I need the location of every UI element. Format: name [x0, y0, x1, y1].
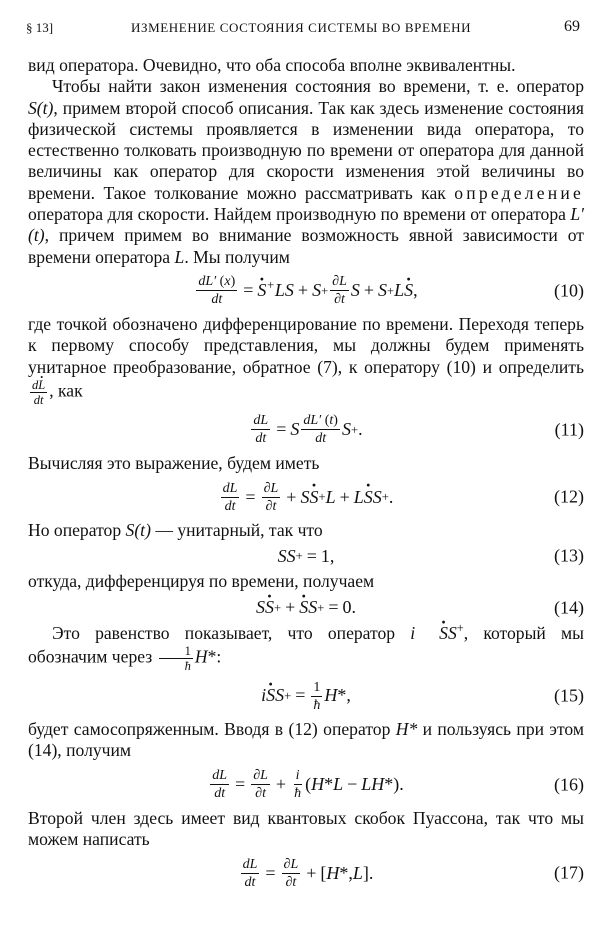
equation-number: (13) [554, 545, 584, 566]
page-number: 69 [564, 18, 580, 35]
equation-16: $\frac{dL}{dt}$ = $\frac{\partial L}{\partial t}$ + $\frac{i}{ħ}$ ( H * L − LH *). (16) [212, 768, 584, 802]
paragraph-1: вид оператора. Очевидно, что оба способа вполне эквивалентны. [28, 55, 516, 75]
paragraph-6: откуда, дифференцируя по времени, получаем [28, 571, 375, 592]
spaced-word: определение [454, 182, 584, 203]
running-header [26, 18, 580, 40]
equation-14: SS · + + S ·S + = 0. (14) [28, 593, 584, 623]
equation-13: SS + = 1, (13) [277, 545, 584, 566]
paragraph-9: Второй член здесь имеет вид квантовых скобок Пуассона, так что мы можем написать [28, 807, 584, 849]
paragraph-2: Чтобы найти закон изменения состояния во времени, т. е. оператор S(t), примем второй способ описания. Так как здесь изменение состояния физической системы проявляется в изменении вида оператора, то естественно толковать производную по времени от оператора для данной величины как оператор для скорости изменения этой величины во времени. Такое толкование можно рассматривать как определение оператора для скорости. Найдем производную по времени от оператора L′(t), причем примем во внимание возможность явной зависимости от времени оператора L. Мы получим [28, 76, 584, 267]
paragraph-8: будет самосопряженным. Вводя в (12) оператор H* и пользуясь при этом (14), получим [28, 719, 585, 761]
paragraph-7: Это равенство показывает, что оператор i S ·S+, который мы обозначим через $\frac{1}{ħ}$ H*: [28, 623, 584, 673]
equation-number: (12) [554, 486, 584, 507]
equation-10: $\frac{dL' (x)}{dt}$ = S ·+LS + S + $\frac{\partial L}{\partial t}$ S + S + LS · , (10) [28, 268, 584, 314]
chapter-title: ИЗМЕНЕНИЕ СОСТОЯНИЯ СИСТЕМЫ ВО ВРЕМЕНИ [131, 20, 472, 35]
equation-11: $\frac{dL}{dt}$ = S $\frac{dL' (t)}{dt}$ S + . (11) [253, 413, 584, 447]
paragraph-3: где точкой обозначено дифференцирование по времени. Переходя теперь к первому способу представления, мы должны будем применять унитарное преобразование, обратное (7), к оператору (10) и определить $\frac{dL \cdot}{dt}$ , как [28, 314, 584, 407]
equation-number: (16) [554, 773, 584, 794]
section-marker: § 13] [26, 20, 54, 35]
equation-number: (15) [554, 685, 584, 706]
equation-17: $\frac{dL}{dt}$ = $\frac{\partial L}{\partial t}$ + [ H *, L ]. (17) [242, 856, 584, 890]
equation-number: (11) [554, 419, 584, 440]
equation-15: iS ·S + = $\frac{1}{ħ}$ H *, (15) [28, 673, 584, 719]
equation-number: (14) [554, 597, 584, 618]
equation-12: $\frac{dL}{dt}$ = $\frac{\partial L}{\partial t}$ + SS · + L + LS ·S + . (12) [28, 474, 584, 520]
paragraph-4: Вычисляя это выражение, будем иметь [28, 452, 320, 473]
equation-number: (17) [554, 862, 584, 883]
equation-number: (10) [554, 280, 584, 301]
body-text [28, 55, 584, 896]
paragraph-5: Но оператор S(t) — унитарный, так что [28, 520, 323, 541]
